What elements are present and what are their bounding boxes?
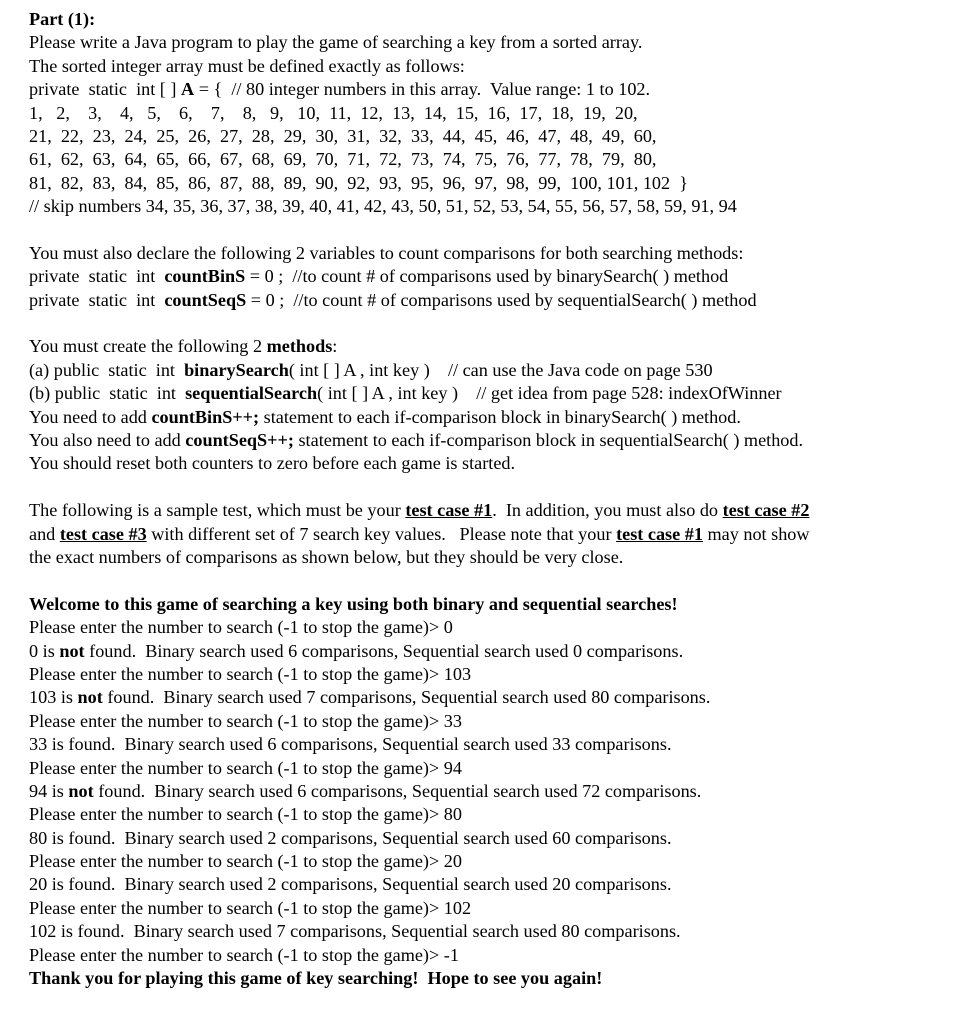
part-title: Part (1): <box>29 9 96 29</box>
array-row-3: 61, 62, 63, 64, 65, 66, 67, 68, 69, 70, 71, 72, 73, 74, 75, 76, 77, 78, 79, 80, <box>29 149 657 170</box>
reset-instruction: You should reset both counters to zero before each game is started. <box>29 453 516 474</box>
methods-intro: You must create the following 2 methods: <box>29 336 338 357</box>
sample-result: 94 is not found. Binary search used 6 comparisons, Sequential search used 72 comparisons. <box>29 780 702 801</box>
sample-prompt: Please enter the number to search (-1 to stop the game)> 33 <box>29 710 462 731</box>
sample-prompt: Please enter the number to search (-1 to stop the game)> 20 <box>29 851 462 872</box>
sample-prompt: Please enter the number to search (-1 to stop the game)> 94 <box>29 757 462 778</box>
array-row-4: 81, 82, 83, 84, 85, 86, 87, 88, 89, 90, 92, 93, 95, 96, 97, 98, 99, 100, 101, 102 } <box>29 172 688 193</box>
spacer <box>29 219 959 242</box>
method-binary-search: (a) public static int binarySearch( int [ ] A , int key ) // can use the Java code on page 530 <box>29 359 713 380</box>
array-row-1: 1, 2, 3, 4, 5, 6, 7, 8, 9, 10, 11, 12, 13, 14, 15, 16, 17, 18, 19, 20, <box>29 102 638 123</box>
test-cases-line-2: and test case #3 with different set of 7 search key values. Please note that your test case #1 may not show <box>29 523 810 544</box>
sample-prompt: Please enter the number to search (-1 to stop the game)> 102 <box>29 897 472 918</box>
method-sequential-search: (b) public static int sequentialSearch( int [ ] A , int key ) // get idea from page 528: indexOfWinner <box>29 383 782 404</box>
sample-welcome: Welcome to this game of searching a key using both binary and sequential searches! <box>29 593 678 614</box>
counter-instruction-binary: You need to add countBinS++; statement to each if-comparison block in binarySearch( ) method. <box>29 406 741 427</box>
intro-line-2: The sorted integer array must be defined exactly as follows: <box>29 55 465 76</box>
sample-result: 20 is found. Binary search used 2 comparisons, Sequential search used 20 comparisons. <box>29 874 672 895</box>
variable-countseqs: private static int countSeqS = 0 ; //to count # of comparisons used by sequentialSearch( ) method <box>29 289 757 310</box>
sample-goodbye: Thank you for playing this game of key searching! Hope to see you again! <box>29 968 603 989</box>
variable-countbins: private static int countBinS = 0 ; //to count # of comparisons used by binarySearch( ) method <box>29 266 729 287</box>
spacer <box>29 312 959 335</box>
assignment-document <box>29 8 959 990</box>
intro-line-1: Please write a Java program to play the game of searching a key from a sorted array. <box>29 32 643 53</box>
sample-prompt: Please enter the number to search (-1 to stop the game)> 80 <box>29 804 462 825</box>
skip-numbers-comment: // skip numbers 34, 35, 36, 37, 38, 39, 40, 41, 42, 43, 50, 51, 52, 53, 54, 55, 56, 57, 58, 59, 91, 94 <box>29 196 737 217</box>
sample-result: 80 is found. Binary search used 2 comparisons, Sequential search used 60 comparisons. <box>29 827 672 848</box>
spacer <box>29 569 959 592</box>
sample-prompt: Please enter the number to search (-1 to stop the game)> 103 <box>29 663 472 684</box>
sample-prompt: Please enter the number to search (-1 to stop the game)> 0 <box>29 617 453 638</box>
array-row-2: 21, 22, 23, 24, 25, 26, 27, 28, 29, 30, 31, 32, 33, 44, 45, 46, 47, 48, 49, 60, <box>29 125 657 146</box>
array-declaration: private static int [ ] A = { // 80 integer numbers in this array. Value range: 1 to 102. <box>29 79 651 100</box>
sample-result: 102 is found. Binary search used 7 comparisons, Sequential search used 80 comparisons. <box>29 921 681 942</box>
test-cases-line-1: The following is a sample test, which must be your test case #1. In addition, you must also do test case #2 <box>29 500 810 521</box>
spacer <box>29 476 959 499</box>
sample-result: 33 is found. Binary search used 6 comparisons, Sequential search used 33 comparisons. <box>29 734 672 755</box>
sample-result: 0 is not found. Binary search used 6 comparisons, Sequential search used 0 comparisons. <box>29 640 684 661</box>
test-cases-line-3: the exact numbers of comparisons as shown below, but they should be very close. <box>29 546 624 567</box>
sample-prompt: Please enter the number to search (-1 to stop the game)> -1 <box>29 944 459 965</box>
variables-intro: You must also declare the following 2 variables to count comparisons for both searching methods: <box>29 242 744 263</box>
counter-instruction-sequential: You also need to add countSeqS++; statement to each if-comparison block in sequentialSearch( ) method. <box>29 430 804 451</box>
sample-result: 103 is not found. Binary search used 7 comparisons, Sequential search used 80 comparisons. <box>29 687 711 708</box>
